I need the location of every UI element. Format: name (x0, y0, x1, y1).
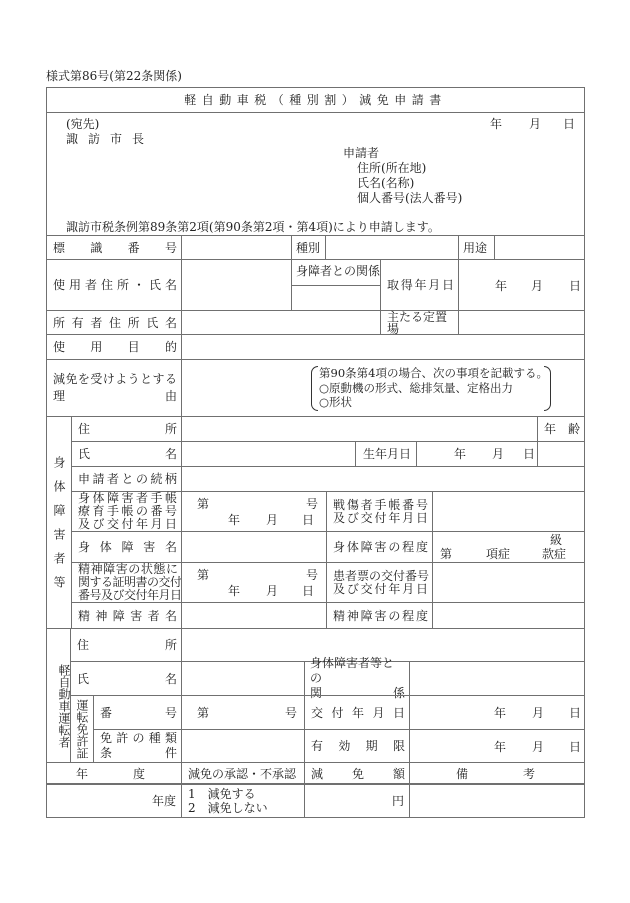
date-year: 年 (490, 117, 503, 131)
plate-number-label (46, 235, 182, 260)
applicant-name-label: 氏名(名称) (357, 176, 415, 190)
form-title (46, 87, 585, 113)
applicant-address-label: 住所(所在地) (357, 161, 427, 175)
license-label (70, 695, 94, 763)
driver-address-label-text: 住所 (77, 638, 177, 652)
patient-ticket-label-line-2: 及び交付年月日 (333, 581, 428, 596)
driver-relation-field[interactable] (409, 661, 585, 696)
degree-dai: 第 (440, 547, 453, 561)
form-number: 様式第86号(第22条関係) (46, 69, 182, 83)
amount-header-text: 減免額 (311, 766, 405, 781)
mental-certificate-label-line-1: 精神障害の状態に (78, 562, 178, 576)
mental-certificate-field[interactable] (181, 562, 327, 603)
disability-name-label-text: 身体障害名 (78, 540, 177, 554)
acquisition-date-label-text: 取得年月日 (387, 278, 454, 292)
license-number-label (93, 695, 182, 730)
mental-disorder-name-field[interactable] (181, 602, 327, 629)
mental-certificate-label-line-3: 番号及び交付年月日 (78, 588, 182, 602)
form-title-text: 軽自動車税（種別割）減免申請書 (184, 93, 447, 107)
yen-unit: 円 (391, 793, 404, 808)
usage-label (458, 235, 495, 260)
disabled-section-label-text: 身体障害者等 (52, 455, 66, 600)
mental-certificate-label-line-2: 関する証明書の交付 (78, 575, 182, 589)
mental-disorder-degree-label (326, 602, 433, 629)
license-type-field[interactable] (181, 729, 305, 763)
fiscal-year-header-text: 年度 (76, 766, 145, 781)
fiscal-year-suffix: 年度 (151, 793, 176, 808)
day-unit: 日 (302, 584, 315, 598)
month-unit: 月 (532, 706, 545, 720)
number-prefix: 第 (197, 706, 210, 720)
day-unit: 日 (569, 279, 582, 293)
date-day: 日 (563, 117, 576, 131)
year-unit: 年 (494, 740, 507, 754)
year-unit: 年 (228, 584, 241, 598)
number-prefix: 第 (197, 497, 210, 511)
addressee-label: (宛先) (66, 117, 100, 131)
expiry-label-text: 有効期限 (311, 739, 405, 753)
number-suffix: 号 (306, 497, 319, 511)
user-address-name-field[interactable] (181, 259, 292, 311)
approval-header (181, 762, 305, 785)
disabled-address-label-text: 住所 (78, 422, 177, 436)
war-handbook-label-line-1: 戦傷者手帳番号 (333, 497, 428, 512)
date-month: 月 (529, 117, 542, 131)
reason-label-line-2: 理由 (53, 389, 177, 403)
user-address-name-label-text: 使用者住所・氏名 (53, 278, 177, 292)
acquisition-date-label (380, 259, 459, 311)
license-type-label (93, 729, 182, 763)
owner-address-name-label (46, 310, 182, 335)
disability-degree-label-text: 身体障害の程度 (333, 540, 428, 554)
driver-name-label-text: 氏名 (77, 671, 177, 686)
age-field[interactable] (537, 441, 585, 467)
approval-header-text: 減免の承認・不承認 (188, 766, 297, 781)
age-label-text: 年齢 (544, 422, 580, 436)
license-label-text: 運転免許証 (75, 699, 89, 759)
month-unit: 月 (266, 513, 279, 527)
number-suffix: 号 (306, 568, 319, 582)
number-suffix: 号 (285, 706, 298, 720)
option-reject[interactable]: 2 減免しない (188, 800, 268, 815)
mental-disorder-degree-field[interactable] (432, 602, 585, 629)
remarks-header (409, 762, 585, 785)
amount-header (304, 762, 410, 785)
vehicle-type-label-text: 種別 (296, 240, 321, 255)
patient-ticket-label-line-1: 患者票の交付番号 (333, 568, 430, 583)
disability-degree-field[interactable] (432, 531, 585, 563)
month-unit: 月 (266, 584, 279, 598)
handbook-label (71, 491, 182, 532)
remarks-header-text: 備考 (456, 766, 535, 781)
driver-name-field[interactable] (181, 661, 305, 696)
birth-date-label-text: 生年月日 (363, 447, 412, 461)
disabled-section-label (46, 416, 72, 629)
application-statement: 諏訪市税条例第89条第2項(第90条第2項・第4項)により申請します。 (66, 220, 440, 234)
expiry-label (304, 729, 410, 763)
owner-address-name-field[interactable] (181, 310, 381, 335)
day-unit: 日 (302, 513, 315, 527)
relation-to-applicant-label (71, 466, 182, 492)
driver-relation-label (304, 656, 410, 700)
mental-disorder-name-label-text: 精神障害者名 (78, 608, 177, 623)
year-unit: 年 (494, 706, 507, 720)
mental-disorder-name-label (71, 602, 182, 629)
license-number-label-text: 番号 (100, 705, 177, 720)
month-unit: 月 (531, 279, 544, 293)
vehicle-type-label (291, 235, 326, 260)
disability-name-field[interactable] (181, 531, 327, 563)
day-unit: 日 (569, 706, 582, 720)
patient-ticket-label (326, 562, 433, 603)
degree-kousho: 項症 (486, 547, 511, 561)
degree-kyu: 級 (550, 533, 563, 547)
handbook-label-line-1: 身体障害者手帳 (78, 491, 177, 505)
remarks-field[interactable] (409, 783, 585, 818)
war-handbook-label (326, 491, 433, 532)
plate-number-field[interactable] (181, 235, 292, 260)
reason-label-line-1: 減免を受けようとする (53, 372, 177, 386)
handbook-number-date-field[interactable] (181, 491, 327, 532)
day-unit: 日 (569, 740, 582, 754)
birth-date-label (355, 441, 417, 467)
disabled-address-field[interactable] (181, 416, 538, 442)
relation-to-disabled-label (291, 259, 381, 286)
driver-relation-label-line-2: 関係 (310, 686, 405, 700)
option-approve[interactable]: 1 減免する (188, 786, 256, 801)
main-storage-field[interactable] (458, 310, 585, 335)
applicant-label: 申請者 (343, 146, 380, 160)
handbook-label-line-3: 及び交付年月日 (78, 517, 177, 531)
addressee: 諏訪市長 (66, 132, 155, 146)
birth-date-field[interactable] (416, 441, 538, 467)
relation-to-disabled-label-text: 身障者との関係 (296, 264, 381, 278)
patient-ticket-field[interactable] (432, 562, 585, 603)
left-bracket (311, 366, 318, 411)
expiry-field[interactable] (409, 729, 585, 763)
reason-note-line-2: ○原動機の形式、総排気量、定格出力 (319, 380, 514, 395)
year-unit: 年 (228, 513, 241, 527)
month-unit: 月 (532, 740, 545, 754)
purpose-label-text: 使用目的 (53, 340, 177, 354)
reason-field[interactable] (181, 359, 585, 417)
purpose-field[interactable] (181, 334, 585, 360)
degree-kansho: 款症 (542, 547, 567, 561)
mental-certificate-label (71, 562, 182, 603)
applicant-id-label: 個人番号(法人番号) (357, 191, 463, 205)
relation-to-applicant-field[interactable] (181, 466, 585, 492)
mental-disorder-degree-label-text: 精神障害の程度 (333, 608, 428, 623)
reason-label (46, 359, 182, 417)
issue-date-field[interactable] (409, 695, 585, 730)
driver-name-label (70, 661, 182, 696)
right-bracket (544, 366, 551, 411)
year-unit: 年 (495, 279, 508, 293)
amount-field[interactable] (304, 783, 410, 818)
fiscal-year-header (46, 762, 182, 785)
usage-label-text: 用途 (463, 240, 488, 255)
reason-note (311, 366, 551, 411)
usage-field[interactable] (494, 235, 585, 260)
header-block (46, 112, 585, 236)
user-address-name-label (46, 259, 182, 311)
disabled-address-label (71, 416, 182, 442)
issue-date-label-text: 交付年月日 (311, 705, 405, 720)
disabled-name-label (71, 441, 182, 467)
license-type-label-line-2: 条件 (100, 746, 177, 760)
disabled-name-field[interactable] (181, 441, 356, 467)
relation-to-disabled-field[interactable] (291, 285, 381, 311)
license-type-label-line-1: 免許の種類 (100, 731, 177, 745)
driver-relation-label-line-1: 身体障害者等との (310, 656, 395, 685)
disability-name-label (71, 531, 182, 563)
acquisition-date-field[interactable] (458, 259, 585, 311)
age-label (537, 416, 585, 442)
issue-date-label (304, 695, 410, 730)
driver-section-label-text: 軽自動車運転者 (57, 663, 71, 748)
relation-to-applicant-label-text: 申請者との続柄 (78, 472, 177, 486)
license-number-field[interactable] (181, 695, 305, 730)
war-handbook-field[interactable] (432, 491, 585, 532)
driver-section-label (46, 628, 71, 763)
approval-options (181, 783, 305, 818)
fiscal-year-field[interactable] (46, 783, 182, 818)
month-unit: 月 (492, 447, 505, 461)
day-unit: 日 (523, 447, 536, 461)
handbook-label-line-2: 療育手帳の番号 (78, 504, 177, 518)
war-handbook-label-line-2: 及び交付年月日 (333, 510, 428, 525)
driver-address-label (70, 628, 182, 662)
purpose-label (46, 334, 182, 360)
vehicle-type-field[interactable] (325, 235, 459, 260)
plate-number-label-text: 標識番号 (53, 240, 177, 255)
reason-note-line-1: 第90条第4項の場合、次の事項を記載する。 (319, 366, 548, 380)
main-storage-label (380, 310, 459, 335)
main-storage-label-text: 主たる定置場 (387, 309, 448, 336)
owner-address-name-label-text: 所有者住所氏名 (53, 315, 177, 330)
year-unit: 年 (454, 447, 467, 461)
number-prefix: 第 (197, 568, 210, 582)
disability-degree-label (326, 531, 433, 563)
reason-note-line-3: ○形状 (319, 395, 353, 409)
disabled-name-label-text: 氏名 (78, 447, 177, 461)
